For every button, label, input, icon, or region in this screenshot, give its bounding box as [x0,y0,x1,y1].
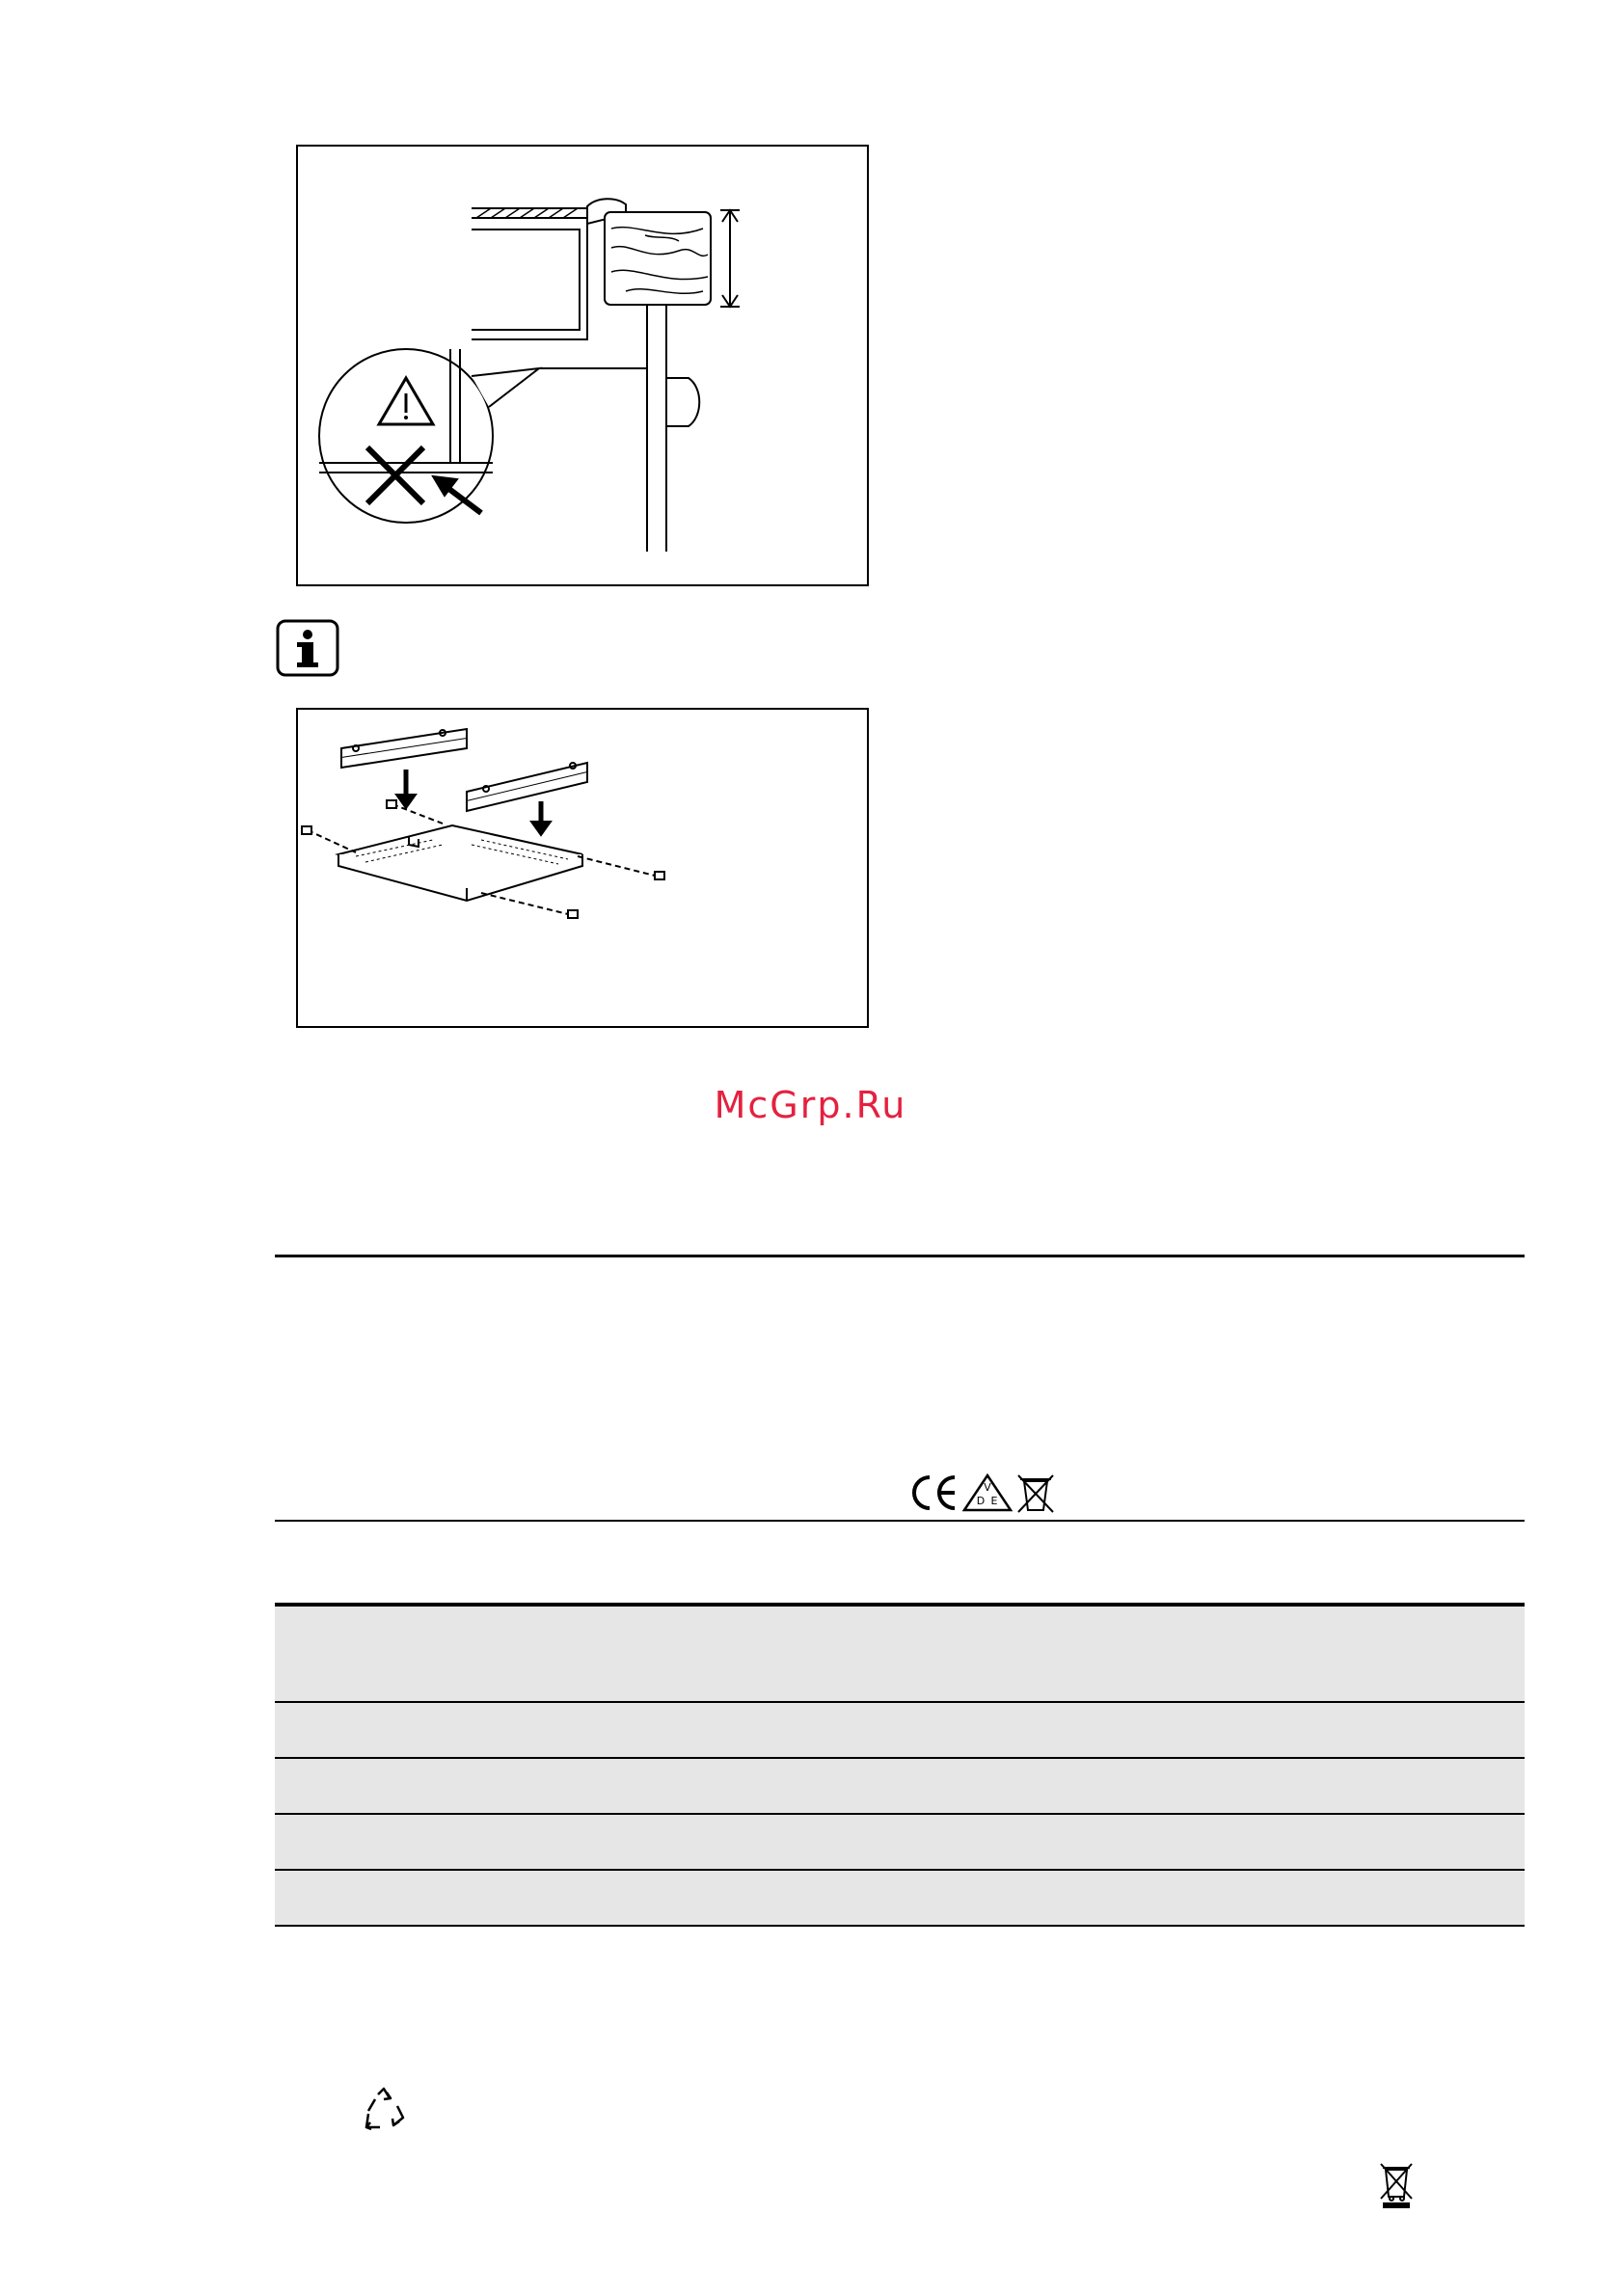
table-row [275,1759,1525,1813]
svg-text:D: D [976,1495,986,1507]
compliance-marks [906,1472,1061,1514]
info-icon [276,619,339,677]
svg-text:E: E [990,1495,998,1507]
figure-worktop-installation [296,145,869,586]
watermark: McGrp.Ru [714,1084,907,1126]
section-divider-middle [275,1520,1525,1522]
table-row [275,1607,1525,1701]
table-row [275,1703,1525,1757]
table-row [275,1815,1525,1869]
crossed-bin-icon [1377,2160,1416,2210]
bracket-assembly-drawing [298,710,867,1026]
section-divider-top [275,1255,1525,1257]
crossed-bin-icon [1018,1475,1053,1512]
table-bottom-rule [275,1925,1525,1927]
vde-mark-icon [964,1475,1011,1510]
figure-bracket-assembly [296,708,869,1028]
svg-text:V: V [984,1481,991,1494]
ce-mark-icon [914,1477,955,1508]
worktop-installation-drawing [298,147,867,584]
recycle-icon [359,2085,409,2135]
table-row [275,1871,1525,1925]
